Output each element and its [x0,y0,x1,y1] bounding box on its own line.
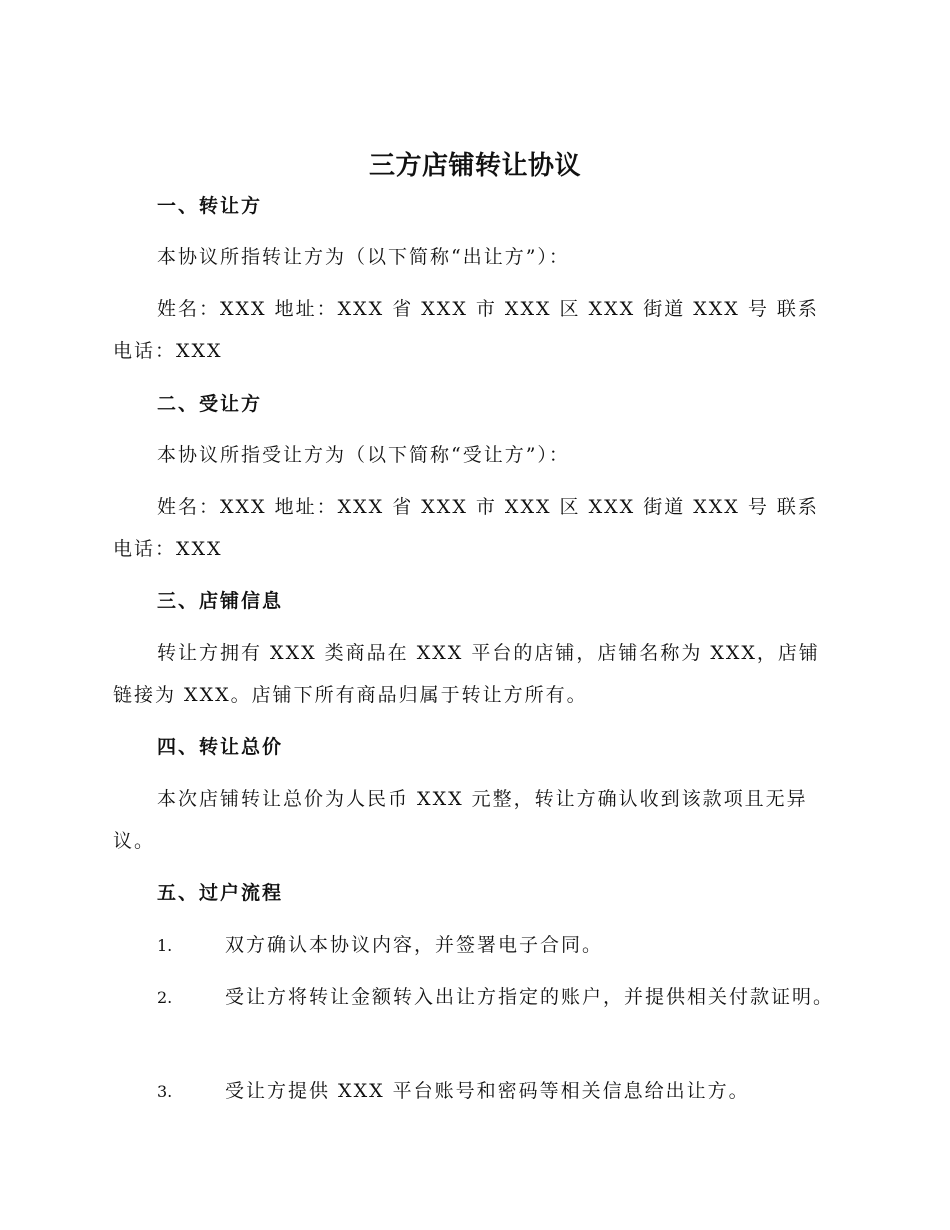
paragraph: 本协议所指转让方为（以下简称“出让方”）： [157,246,570,268]
list-item-text: 受让方提供 XXX 平台账号和密码等相关信息给出让方。 [225,1080,750,1102]
list-item-text: 双方确认本协议内容，并签署电子合同。 [225,934,604,956]
paragraph: 姓名：XXX 地址：XXX 省 XXX 市 XXX 区 XXX 街道 XXX 号 联系电话：XXX [113,298,819,362]
section-heading-total-price: 四、转让总价 [157,736,284,758]
list-item [113,976,835,1019]
paragraph: 本协议所指受让方为（以下简称“受让方”）： [157,444,570,466]
section-heading-store-info: 三、店铺信息 [157,590,284,612]
list-item-number: 2. [157,988,173,1007]
section-heading-transferee: 二、受让方 [157,393,263,415]
list-item-number: 1. [157,936,173,955]
paragraph: 转让方拥有 XXX 类商品在 XXX 平台的店铺，店铺名称为 XXX，店铺链接为 XXX。店铺下所有商品归属于转让方所有。 [113,642,820,706]
list-item-number: 3. [157,1082,173,1101]
document-title: 三方店铺转让协议 [368,151,581,181]
paragraph: 姓名：XXX 地址：XXX 省 XXX 市 XXX 区 XXX 街道 XXX 号 联系电话：XXX [113,496,819,560]
paragraph: 本次店铺转让总价为人民币 XXX 元整，转让方确认收到该款项且无异议。 [113,788,808,852]
section-heading-transfer-process: 五、过户流程 [157,882,284,904]
section-heading-transferor: 一、转让方 [157,195,263,217]
list-item [113,924,835,967]
list-item-text: 受让方将转让金额转入出让方指定的账户，并提供相关付款证明。 [225,986,835,1008]
list-item [113,1070,835,1113]
